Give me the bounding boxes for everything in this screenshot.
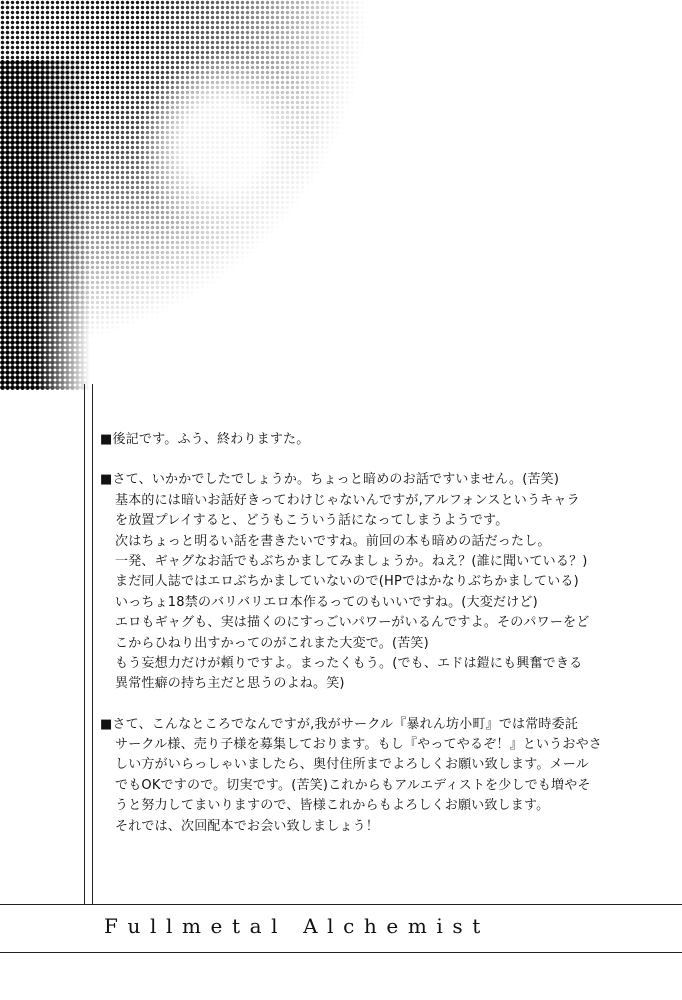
footer-rule-top — [0, 904, 682, 905]
afterword-text — [100, 430, 680, 857]
footer-rule-bottom — [0, 952, 682, 953]
text-line: うと努力してまいりますので、皆様これからもよろしくお願い致します。 — [115, 798, 550, 814]
frame-line-left-outer — [84, 384, 85, 904]
text-line: を放置プレイすると、どうもこういう話になってしまうようです。 — [115, 513, 509, 529]
text-line: 一発、ギャグなお話でもぶちかましてみましょうか。ねえ？(誰に聞いている？) — [115, 553, 588, 569]
halftone-dark-region — [0, 60, 90, 390]
paragraph-2 — [100, 715, 680, 837]
text-line: 基本的には暗いお話好きってわけじゃないんですが,アルフォンスというキャラ — [115, 492, 580, 508]
paragraph-1 — [100, 470, 680, 694]
footer-title: Fullmetal Alchemist — [104, 914, 490, 938]
frame-line-left-inner — [92, 384, 93, 904]
afterword-heading — [100, 430, 680, 450]
text-line: エロもギャグも、実は描くのにすっごいパワーがいるんですよ。そのパワーをど — [115, 615, 590, 631]
text-line: もう妄想力だけが頼りですよ。まったくもう。(でも、エドは鎧にも興奮できる — [115, 655, 583, 671]
text-line: ■さて、こんなところでなんですが,我がサークル『暴れん坊小町』では常時委託 — [100, 716, 579, 732]
text-line: 異常性癖の持ち主だと思うのよね。笑) — [115, 676, 345, 692]
text-line: いっちょ18禁のバリバリエロ本作るってのもいいですね。(大変だけど) — [115, 594, 538, 610]
heading-line: ■後記です。ふう、終わりますた。 — [100, 432, 310, 447]
text-line: まだ同人誌ではエロぶちかましていないので(HPではかなりぶちかましている) — [115, 574, 579, 590]
text-line: でもOKですので。切実です。(苦笑)これからもアルエディストを少しでも増やそ — [115, 777, 591, 793]
halftone-illustration — [0, 0, 400, 400]
text-line: サークル様、売り子様を募集しております。もし『やってやるぞ！』というおやさ — [115, 737, 602, 753]
text-line: しい方がいらっしゃいましたら、奥付住所までよろしくお願い致します。メール — [115, 757, 589, 773]
text-line: ■さて、いかかでしたでしょうか。ちょっと暗めのお話ですいません。(苦笑) — [100, 472, 560, 488]
text-line: 次はちょっと明るい話を書きたいですね。前回の本も暗めの話だったし。 — [115, 533, 551, 549]
text-line: それでは、次回配本でお会い致しましょう！ — [115, 818, 380, 834]
text-line: こからひねり出すかってのがこれまた大変で。(苦笑) — [115, 635, 429, 651]
halftone-highlight — [120, 10, 380, 310]
